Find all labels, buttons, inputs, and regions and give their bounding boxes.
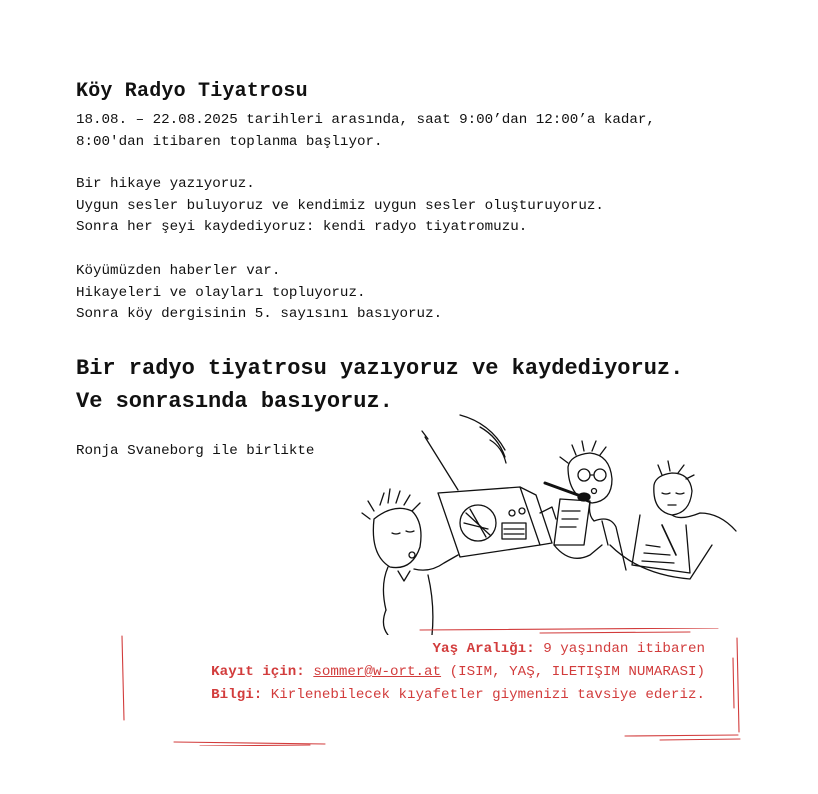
headline: Bir radyo tiyatrosu yazıyoruz ve kaydediyoruz. Ve sonrasında basıyoruz.: [76, 356, 684, 414]
page-title: Köy Radyo Tiyatrosu: [76, 80, 308, 103]
credit-line: Ronja Svaneborg ile birlikte: [76, 443, 315, 459]
info-note-line: [211, 683, 705, 707]
date-time-info: 18.08. – 22.08.2025 tarihleri arasında, saat 9:00’dan 12:00’a kadar, 8:00'dan itibaren toplanma başlıyor.: [76, 112, 655, 150]
info-note-value: Kirlenebilecek kıyafetler giymenizi tavsiye ederiz.: [262, 687, 705, 703]
registration-label: Kayıt için:: [211, 664, 305, 680]
age-range-value: 9 yaşından itibaren: [534, 641, 705, 657]
registration-line: [211, 660, 705, 684]
info-box: [120, 628, 742, 746]
story-paragraph: Bir hikaye yazıyoruz. Uygun sesler buluyoruz ve kendimiz uygun sesler oluşturuyoruz. Sonra her şeyi kaydediyoruz: kendi radyo tiyatromuzu.: [76, 176, 604, 235]
registration-email-link[interactable]: sommer@w-ort.at: [313, 664, 442, 680]
age-range-label: Yaş Aralığı:: [432, 641, 535, 657]
registration-details: (ISIM, YAŞ, ILETIŞIM NUMARASI): [441, 664, 705, 680]
age-range-line: [433, 637, 705, 661]
info-note-label: Bilgi:: [211, 687, 263, 703]
radio-drama-illustration: [340, 395, 760, 635]
village-news-paragraph: Köyümüzden haberler var. Hikayeleri ve olayları topluyoruz. Sonra köy dergisinin 5. sayısını basıyoruz.: [76, 263, 443, 322]
